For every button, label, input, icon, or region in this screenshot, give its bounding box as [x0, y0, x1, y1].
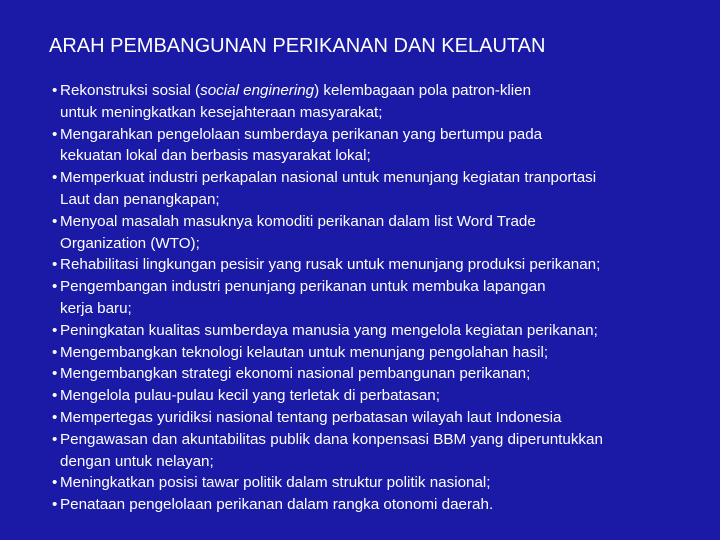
bullet-item [52, 211, 712, 255]
bullet-item [52, 80, 712, 124]
bullet-text-part: Rekonstruksi sosial ( [60, 82, 201, 99]
bullet-dot: • [52, 125, 58, 143]
bullet-continuation: Laut dan penangkapan; [60, 190, 220, 208]
bullet-dot: • [52, 474, 58, 492]
bullet-text-part: Mengarahkan pengelolaan sumberdaya perikanan yang bertumpu pada [60, 125, 543, 143]
bullet-text-part: Peningkatan kualitas sumberdaya manusia yang mengelola kegiatan perikanan; [60, 321, 598, 339]
bullet-item [52, 494, 712, 516]
bullet-dot: • [52, 212, 58, 230]
bullet-text [60, 429, 712, 451]
bullet-text-part: Penataan pengelolaan perikanan dalam rangka otonomi daerah. [60, 496, 494, 514]
bullet-text-part: Pengawasan dan akuntabilitas publik dana konpensasi BBM yang diperuntukkan [60, 430, 603, 448]
bullet-item [52, 254, 712, 276]
bullet-text [60, 385, 712, 407]
bullet-text [60, 342, 712, 364]
bullet-continuation: kerja baru; [60, 299, 132, 317]
bullet-text [60, 167, 712, 189]
bullet-item [52, 385, 712, 407]
bullet-dot: • [52, 387, 58, 405]
bullet-text [60, 320, 712, 342]
bullet-dot: • [52, 343, 58, 361]
bullet-italic-term: social enginering [200, 82, 315, 99]
bullet-text [60, 124, 712, 146]
bullet-dot: • [52, 430, 58, 448]
bullet-continuation: kekuatan lokal dan berbasis masyarakat lokal; [60, 147, 371, 165]
bullet-dot: • [52, 82, 58, 99]
bullet-text-part: Rehabilitasi lingkungan pesisir yang rusak untuk menunjang produksi perikanan; [60, 256, 601, 274]
bullet-text [60, 254, 712, 276]
bullet-text-part: Menyoal masalah masuknya komoditi perikanan dalam list Word Trade [60, 212, 536, 230]
bullet-continuation: dengan untuk nelayan; [60, 452, 214, 470]
bullet-item [52, 407, 712, 429]
bullet-text-part: Memperkuat industri perkapalan nasional untuk menunjang kegiatan tranportasi [60, 169, 597, 187]
bullet-text [60, 407, 712, 429]
bullet-text-part: Mempertegas yuridiksi nasional tentang perbatasan wilayah laut Indonesia [60, 408, 562, 426]
bullet-text [60, 363, 712, 385]
bullet-text-part: Meningkatkan posisi tawar politik dalam struktur politik nasional; [60, 474, 491, 492]
bullet-item [52, 124, 712, 168]
bullet-dot: • [52, 365, 58, 383]
bullet-text [60, 80, 712, 102]
bullet-dot: • [52, 408, 58, 426]
bullet-continuation: Organization (WTO); [60, 234, 200, 252]
bullet-dot: • [52, 169, 58, 187]
bullet-text-part: Mengembangkan teknologi kelautan untuk menunjang pengolahan hasil; [60, 343, 549, 361]
bullet-text [60, 211, 712, 233]
bullet-item [52, 429, 712, 473]
bullet-text [60, 276, 712, 298]
bullet-item [52, 342, 712, 364]
bullet-item [52, 320, 712, 342]
bullet-dot: • [52, 321, 58, 339]
bullet-text [60, 494, 712, 516]
bullet-continuation: untuk meningkatkan kesejahteraan masyarakat; [60, 103, 383, 121]
bullet-item [52, 167, 712, 211]
bullet-dot: • [52, 256, 58, 274]
slide-title: ARAH PEMBANGUNAN PERIKANAN DAN KELAUTAN [49, 35, 546, 57]
bullet-text-part: Pengembangan industri penunjang perikanan untuk membuka lapangan [60, 278, 546, 296]
bullet-item [52, 276, 712, 320]
bullet-dot: • [52, 278, 58, 296]
bullet-list [49, 80, 712, 516]
bullet-dot: • [52, 496, 58, 514]
bullet-text-part: Mengelola pulau-pulau kecil yang terletak di perbatasan; [60, 387, 440, 405]
bullet-text-part: Mengembangkan strategi ekonomi nasional pembangunan perikanan; [60, 365, 531, 383]
bullet-text [60, 472, 712, 494]
bullet-item [52, 472, 712, 494]
bullet-text-part: ) kelembagaan pola patron-klien [314, 82, 532, 99]
bullet-item [52, 363, 712, 385]
